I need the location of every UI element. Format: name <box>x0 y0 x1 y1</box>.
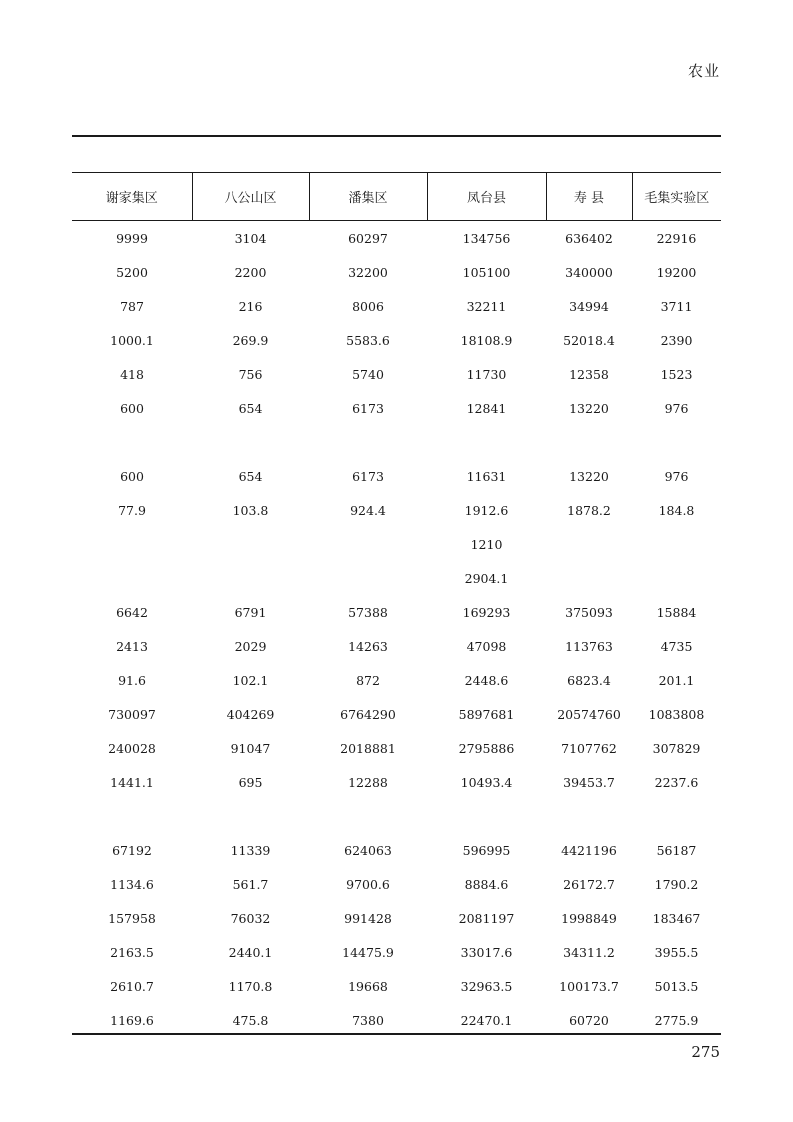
column-header: 毛集实验区 <box>632 173 721 221</box>
table-cell: 1000.1 <box>110 332 154 348</box>
table-cell: 2390 <box>660 332 693 348</box>
table-row <box>72 867 721 901</box>
table-cell: 91.6 <box>118 672 146 688</box>
table-cell: 1169.6 <box>110 1012 154 1028</box>
table-cell: 5897681 <box>458 706 515 722</box>
table-cell <box>72 425 192 459</box>
table-header <box>72 173 721 221</box>
statistics-table <box>72 172 721 1037</box>
table-row <box>72 561 721 595</box>
table-row <box>72 527 721 561</box>
table-cell: 105100 <box>462 264 511 280</box>
table-cell: 9700.6 <box>346 876 390 892</box>
table-cell: 2081197 <box>458 910 515 926</box>
table-cell: 8884.6 <box>464 876 509 892</box>
table-cell: 11631 <box>466 468 507 484</box>
table-cell: 1523 <box>660 366 693 382</box>
table-cell: 1083808 <box>648 706 705 722</box>
bottom-rule <box>72 1033 721 1035</box>
table-row <box>72 969 721 1003</box>
table-cell: 13220 <box>569 468 609 484</box>
table-cell: 47098 <box>466 638 507 654</box>
table-cell: 19668 <box>348 978 388 994</box>
table-cell: 1912.6 <box>464 502 509 518</box>
column-header: 凤台县 <box>427 173 546 221</box>
table-row <box>72 1003 721 1037</box>
table-cell: 3711 <box>660 298 693 314</box>
table-cell: 216 <box>238 298 263 314</box>
table-cell: 624063 <box>344 842 392 858</box>
table-cell <box>546 561 632 595</box>
table-cell: 2163.5 <box>110 944 154 960</box>
table-cell <box>72 527 192 561</box>
table-cell: 91047 <box>230 740 271 756</box>
table-row <box>72 493 721 527</box>
table-cell <box>546 425 632 459</box>
table-cell: 60720 <box>569 1012 609 1028</box>
table-row <box>72 425 721 459</box>
table-cell: 3104 <box>234 230 267 246</box>
table-row <box>72 833 721 867</box>
table-cell: 636402 <box>565 230 613 246</box>
table-cell: 6764290 <box>340 706 396 722</box>
table-cell <box>632 527 721 561</box>
table-cell: 60297 <box>348 230 388 246</box>
table-cell: 1134.6 <box>110 876 154 892</box>
table-cell: 4421196 <box>561 842 617 858</box>
table-cell: 600 <box>120 400 144 416</box>
table-cell <box>632 425 721 459</box>
table-cell: 56187 <box>656 842 697 858</box>
column-header: 寿 县 <box>546 173 632 221</box>
table-cell <box>309 799 427 833</box>
header-row <box>72 173 721 221</box>
table-cell: 102.1 <box>232 672 269 688</box>
table-cell: 184.8 <box>658 502 695 518</box>
table-row <box>72 765 721 799</box>
table-cell: 14263 <box>348 638 388 654</box>
table-cell: 991428 <box>344 910 392 926</box>
table-row <box>72 731 721 765</box>
table-cell: 7380 <box>352 1012 384 1028</box>
table-cell: 404269 <box>226 706 275 722</box>
table-row <box>72 391 721 425</box>
table-row <box>72 459 721 493</box>
table-cell: 18108.9 <box>460 332 513 348</box>
table-cell: 600 <box>120 468 144 484</box>
table-cell: 12841 <box>466 400 507 416</box>
table-body <box>72 221 721 1038</box>
table-cell: 730097 <box>108 706 156 722</box>
table-cell: 340000 <box>565 264 613 280</box>
table-cell: 32200 <box>348 264 388 280</box>
table-cell: 2200 <box>234 264 267 280</box>
table-cell <box>427 425 546 459</box>
table-cell: 6791 <box>234 604 267 620</box>
column-header: 潘集区 <box>309 173 427 221</box>
table-cell: 20574760 <box>557 706 621 722</box>
table-cell: 1210 <box>470 536 503 552</box>
table-cell: 32211 <box>466 298 507 314</box>
table-cell: 15884 <box>656 604 697 620</box>
table-cell <box>192 799 309 833</box>
table-cell: 67192 <box>112 842 152 858</box>
column-header: 八公山区 <box>192 173 309 221</box>
table-cell: 240028 <box>108 740 156 756</box>
table-cell: 2029 <box>234 638 267 654</box>
table-cell: 7107762 <box>561 740 617 756</box>
table-row <box>72 323 721 357</box>
table-cell <box>192 425 309 459</box>
table-cell: 756 <box>238 366 263 382</box>
table-row <box>72 289 721 323</box>
table-cell: 103.8 <box>232 502 269 518</box>
table-cell: 2610.7 <box>110 978 154 994</box>
table-cell: 475.8 <box>232 1012 269 1028</box>
table-cell: 1998849 <box>561 910 617 926</box>
table-cell: 12358 <box>569 366 609 382</box>
table-cell: 134756 <box>462 230 511 246</box>
table-cell: 11730 <box>466 366 507 382</box>
table-cell: 57388 <box>348 604 388 620</box>
table-row <box>72 901 721 935</box>
table-row <box>72 255 721 289</box>
table-cell: 561.7 <box>232 876 269 892</box>
table-cell <box>427 799 546 833</box>
table-cell: 169293 <box>462 604 511 620</box>
table-row <box>72 357 721 391</box>
table-cell <box>72 561 192 595</box>
table-cell: 34994 <box>569 298 609 314</box>
table-cell: 6173 <box>352 468 384 484</box>
table-cell: 2440.1 <box>228 944 273 960</box>
column-header: 谢家集区 <box>72 173 192 221</box>
table-cell <box>309 425 427 459</box>
table-cell: 654 <box>238 468 263 484</box>
table-cell: 11339 <box>230 842 271 858</box>
table-cell: 3955.5 <box>654 944 699 960</box>
table-cell <box>546 799 632 833</box>
table-cell: 6823.4 <box>567 672 611 688</box>
page-number: 275 <box>691 1043 720 1061</box>
table-cell: 5583.6 <box>346 332 390 348</box>
top-rule <box>72 135 721 137</box>
table-cell: 4735 <box>660 638 693 654</box>
table-cell: 654 <box>238 400 263 416</box>
table-cell: 19200 <box>656 264 697 280</box>
table-cell <box>632 799 721 833</box>
table-cell: 1441.1 <box>110 774 154 790</box>
table-cell <box>632 561 721 595</box>
table-cell: 33017.6 <box>460 944 513 960</box>
table-cell: 113763 <box>565 638 613 654</box>
table-cell: 307829 <box>652 740 701 756</box>
table-cell: 201.1 <box>658 672 695 688</box>
table-row <box>72 221 721 256</box>
table-row <box>72 663 721 697</box>
table-row <box>72 595 721 629</box>
table-cell: 9999 <box>116 230 148 246</box>
table-cell: 2448.6 <box>464 672 509 688</box>
table-cell <box>192 561 309 595</box>
table-cell: 2237.6 <box>654 774 699 790</box>
table-cell <box>546 527 632 561</box>
table-cell <box>192 527 309 561</box>
table-cell: 2795886 <box>458 740 515 756</box>
table-cell: 52018.4 <box>563 332 615 348</box>
table-cell: 2018881 <box>340 740 396 756</box>
table-cell: 34311.2 <box>563 944 615 960</box>
table-cell: 1170.8 <box>228 978 273 994</box>
table-cell: 8006 <box>352 298 384 314</box>
table-cell: 26172.7 <box>563 876 615 892</box>
table-cell: 976 <box>664 468 689 484</box>
table-cell: 1790.2 <box>654 876 699 892</box>
table-cell: 375093 <box>565 604 613 620</box>
section-label: 农业 <box>687 62 720 80</box>
table-cell: 269.9 <box>232 332 269 348</box>
table-cell: 13220 <box>569 400 609 416</box>
table-cell: 6642 <box>116 604 148 620</box>
table-cell: 12288 <box>348 774 388 790</box>
table-cell <box>72 799 192 833</box>
table-row <box>72 697 721 731</box>
table-cell: 22470.1 <box>460 1012 513 1028</box>
table-cell: 14475.9 <box>342 944 394 960</box>
table-row <box>72 629 721 663</box>
table-cell: 5200 <box>116 264 148 280</box>
table-cell: 183467 <box>652 910 701 926</box>
table-cell: 787 <box>120 298 144 314</box>
table-cell: 5013.5 <box>654 978 699 994</box>
table-cell: 2775.9 <box>654 1012 699 1028</box>
table-cell: 10493.4 <box>460 774 513 790</box>
table-cell: 2413 <box>116 638 148 654</box>
table-cell <box>309 527 427 561</box>
table-cell: 6173 <box>352 400 384 416</box>
table-cell: 2904.1 <box>464 570 509 586</box>
table-cell: 76032 <box>230 910 271 926</box>
table-cell: 924.4 <box>350 502 386 518</box>
table-cell: 39453.7 <box>563 774 615 790</box>
table-cell: 100173.7 <box>559 978 619 994</box>
table-row <box>72 935 721 969</box>
table-cell: 1878.2 <box>567 502 611 518</box>
table-cell: 872 <box>356 672 380 688</box>
table-cell: 32963.5 <box>460 978 513 994</box>
table-cell: 418 <box>120 366 144 382</box>
table-cell <box>309 561 427 595</box>
table-cell: 77.9 <box>118 502 146 518</box>
table-cell: 596995 <box>462 842 511 858</box>
table-cell: 5740 <box>352 366 384 382</box>
table-row <box>72 799 721 833</box>
table-cell: 976 <box>664 400 689 416</box>
table-cell: 157958 <box>108 910 156 926</box>
table-cell: 22916 <box>656 230 697 246</box>
table-cell: 695 <box>238 774 263 790</box>
